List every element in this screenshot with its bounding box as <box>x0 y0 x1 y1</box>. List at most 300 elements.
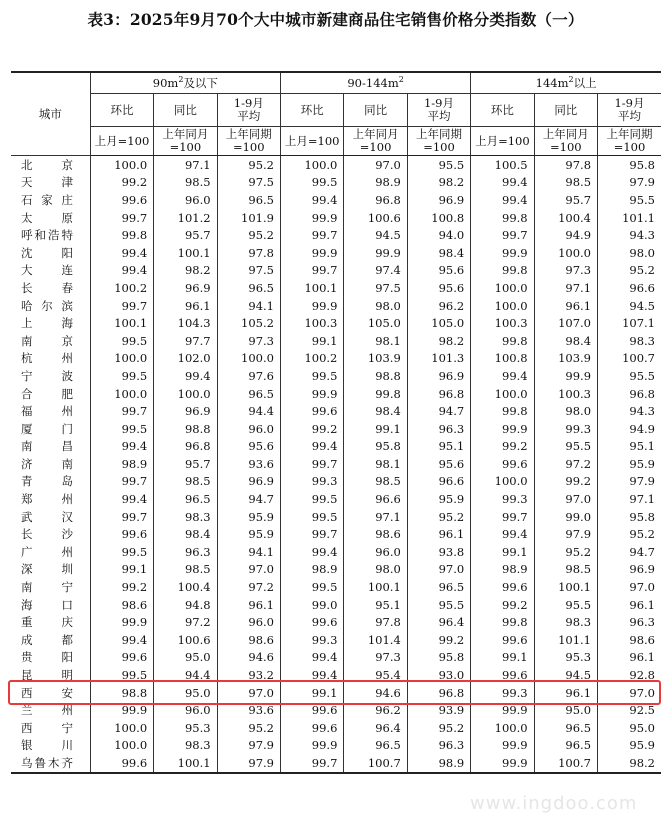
index-value-cell: 97.0 <box>534 490 597 508</box>
index-value-cell: 95.6 <box>407 279 470 297</box>
index-value-cell: 94.1 <box>217 543 280 561</box>
index-value-cell: 93.2 <box>217 666 280 684</box>
index-value-cell: 98.4 <box>407 244 470 262</box>
index-value-cell: 99.5 <box>90 332 153 350</box>
index-value-cell: 98.9 <box>90 455 153 473</box>
price-index-table <box>11 71 661 774</box>
index-value-cell: 97.8 <box>534 156 597 174</box>
index-value-cell: 100.0 <box>154 385 217 403</box>
index-value-cell: 99.5 <box>280 578 343 596</box>
city-char: 宁 <box>61 720 73 735</box>
index-value-cell: 96.5 <box>217 385 280 403</box>
index-value-cell: 97.1 <box>344 508 407 526</box>
city-char: 连 <box>61 263 73 278</box>
index-value-cell: 95.5 <box>534 596 597 614</box>
index-value-cell: 99.1 <box>90 561 153 579</box>
index-value-cell: 97.9 <box>534 525 597 543</box>
index-value-cell: 98.4 <box>344 402 407 420</box>
index-value-cell: 99.3 <box>280 473 343 491</box>
index-value-cell: 97.8 <box>344 613 407 631</box>
city-char: 西 <box>21 720 33 735</box>
index-value-cell: 99.4 <box>90 244 153 262</box>
index-value-cell: 99.4 <box>280 438 343 456</box>
index-value-cell: 94.1 <box>217 297 280 315</box>
index-value-cell: 99.3 <box>471 490 534 508</box>
index-value-cell: 98.9 <box>280 561 343 579</box>
index-value-cell: 98.0 <box>344 561 407 579</box>
index-value-cell: 99.9 <box>471 754 534 773</box>
city-char: 北 <box>21 157 33 172</box>
index-value-cell: 93.6 <box>217 701 280 719</box>
index-value-cell: 98.8 <box>90 684 153 702</box>
group-header-small: $90m^2$及以下 <box>90 72 280 94</box>
index-value-cell: 99.2 <box>280 420 343 438</box>
index-value-cell: 96.8 <box>598 385 661 403</box>
index-value-cell: 99.9 <box>534 367 597 385</box>
index-value-cell: 99.6 <box>90 754 153 773</box>
base-yoy: 上年同月 =100 <box>154 127 217 156</box>
index-value-cell: 98.3 <box>598 332 661 350</box>
index-value-cell: 96.1 <box>534 297 597 315</box>
index-value-cell: 96.0 <box>344 543 407 561</box>
city-name <box>11 209 90 227</box>
index-value-cell: 96.3 <box>598 613 661 631</box>
index-value-cell: 97.0 <box>407 561 470 579</box>
index-value-cell: 97.9 <box>598 473 661 491</box>
index-value-cell: 99.4 <box>90 490 153 508</box>
table-row <box>11 596 661 614</box>
index-value-cell: 99.5 <box>280 174 343 192</box>
index-value-cell: 99.9 <box>280 209 343 227</box>
index-value-cell: 99.9 <box>280 385 343 403</box>
index-value-cell: 95.3 <box>534 649 597 667</box>
index-value-cell: 100.8 <box>471 350 534 368</box>
index-value-cell: 96.8 <box>407 385 470 403</box>
index-value-cell: 99.7 <box>280 754 343 773</box>
city-char: 波 <box>61 368 73 383</box>
table-header <box>11 72 661 156</box>
index-value-cell: 96.4 <box>344 719 407 737</box>
index-value-cell: 99.3 <box>471 684 534 702</box>
index-value-cell: 101.2 <box>154 209 217 227</box>
index-value-cell: 95.3 <box>154 719 217 737</box>
index-value-cell: 105.2 <box>217 314 280 332</box>
city-char: 岛 <box>61 474 73 489</box>
index-value-cell: 96.3 <box>407 737 470 755</box>
group-header-medium: $90-144m^2$ <box>280 72 470 94</box>
subheader-mom: 环比 <box>471 94 534 127</box>
table-row <box>11 473 661 491</box>
index-value-cell: 99.4 <box>90 438 153 456</box>
index-value-cell: 100.6 <box>344 209 407 227</box>
index-value-cell: 96.1 <box>407 525 470 543</box>
city-char: 州 <box>61 492 73 507</box>
index-value-cell: 99.0 <box>534 508 597 526</box>
index-value-cell: 99.4 <box>280 666 343 684</box>
city-name <box>11 473 90 491</box>
index-value-cell: 100.2 <box>280 350 343 368</box>
city-char: 成 <box>21 632 33 647</box>
city-char: 庆 <box>61 615 73 630</box>
index-value-cell: 96.3 <box>154 543 217 561</box>
subheader-ytd: 1-9月 平均 <box>598 94 661 127</box>
index-value-cell: 96.5 <box>534 737 597 755</box>
index-value-cell: 95.1 <box>344 596 407 614</box>
city-column-header: 城市 <box>11 72 90 156</box>
index-value-cell: 100.0 <box>90 385 153 403</box>
index-value-cell: 100.0 <box>217 350 280 368</box>
index-value-cell: 95.9 <box>598 455 661 473</box>
table-row <box>11 578 661 596</box>
index-value-cell: 93.9 <box>407 701 470 719</box>
city-name <box>11 420 90 438</box>
city-char: 深 <box>21 562 33 577</box>
index-value-cell: 100.0 <box>471 719 534 737</box>
index-value-cell: 95.5 <box>598 367 661 385</box>
table-row <box>11 350 661 368</box>
table-row <box>11 525 661 543</box>
city-name <box>11 578 90 596</box>
index-value-cell: 95.8 <box>598 156 661 174</box>
city-char: 津 <box>61 175 73 190</box>
city-name <box>11 754 90 773</box>
index-value-cell: 99.6 <box>280 701 343 719</box>
index-value-cell: 97.9 <box>217 737 280 755</box>
index-value-cell: 95.6 <box>407 455 470 473</box>
table-row <box>11 297 661 315</box>
index-value-cell: 99.4 <box>90 631 153 649</box>
index-value-cell: 95.5 <box>407 596 470 614</box>
city-char: 哈 <box>21 298 33 313</box>
index-value-cell: 99.2 <box>90 174 153 192</box>
index-value-cell: 98.3 <box>534 613 597 631</box>
index-value-cell: 97.0 <box>344 156 407 174</box>
index-value-cell: 99.4 <box>471 367 534 385</box>
city-char: 州 <box>61 544 73 559</box>
index-value-cell: 99.5 <box>280 367 343 385</box>
index-value-cell: 97.9 <box>598 174 661 192</box>
index-value-cell: 97.7 <box>154 332 217 350</box>
city-name <box>11 279 90 297</box>
index-value-cell: 99.2 <box>407 631 470 649</box>
city-char: 昌 <box>61 439 73 454</box>
city-char: 南 <box>21 580 33 595</box>
city-name <box>11 596 90 614</box>
index-value-cell: 95.1 <box>407 438 470 456</box>
index-value-cell: 94.3 <box>598 226 661 244</box>
index-value-cell: 99.4 <box>471 191 534 209</box>
index-value-cell: 96.5 <box>344 737 407 755</box>
index-value-cell: 99.1 <box>280 332 343 350</box>
index-value-cell: 97.1 <box>154 156 217 174</box>
index-value-cell: 98.0 <box>534 402 597 420</box>
index-value-cell: 95.2 <box>217 156 280 174</box>
index-value-cell: 95.2 <box>598 525 661 543</box>
index-value-cell: 95.0 <box>154 684 217 702</box>
city-char: 木 <box>48 755 60 770</box>
index-value-cell: 94.0 <box>407 226 470 244</box>
index-value-cell: 99.2 <box>471 438 534 456</box>
city-char: 合 <box>21 386 33 401</box>
index-value-cell: 99.6 <box>280 719 343 737</box>
city-name <box>11 402 90 420</box>
table-row <box>11 561 661 579</box>
table-row <box>11 174 661 192</box>
index-value-cell: 99.7 <box>471 226 534 244</box>
table-row <box>11 209 661 227</box>
subheader-yoy: 同比 <box>534 94 597 127</box>
index-value-cell: 95.8 <box>344 438 407 456</box>
city-name <box>11 367 90 385</box>
index-value-cell: 96.5 <box>217 191 280 209</box>
table-row <box>11 631 661 649</box>
index-value-cell: 100.1 <box>280 279 343 297</box>
group-header-large: $144m^2$以上 <box>471 72 661 94</box>
index-value-cell: 103.9 <box>534 350 597 368</box>
index-value-cell: 97.5 <box>217 174 280 192</box>
city-name <box>11 737 90 755</box>
index-value-cell: 98.5 <box>344 473 407 491</box>
city-char: 重 <box>21 615 33 630</box>
index-value-cell: 98.9 <box>344 174 407 192</box>
index-value-cell: 99.7 <box>280 455 343 473</box>
city-char: 州 <box>61 703 73 718</box>
city-char: 滨 <box>61 298 73 313</box>
index-value-cell: 96.3 <box>407 420 470 438</box>
index-value-cell: 96.9 <box>598 561 661 579</box>
index-value-cell: 96.9 <box>217 473 280 491</box>
index-value-cell: 95.7 <box>154 455 217 473</box>
index-value-cell: 98.1 <box>344 455 407 473</box>
index-value-cell: 96.1 <box>154 297 217 315</box>
index-value-cell: 95.9 <box>598 737 661 755</box>
index-value-cell: 95.8 <box>407 649 470 667</box>
index-value-cell: 98.2 <box>407 332 470 350</box>
index-value-cell: 96.1 <box>598 596 661 614</box>
index-value-cell: 99.2 <box>90 578 153 596</box>
index-value-cell: 99.4 <box>280 191 343 209</box>
index-value-cell: 95.9 <box>217 508 280 526</box>
table-row <box>11 156 661 174</box>
index-value-cell: 96.0 <box>154 191 217 209</box>
index-value-cell: 98.0 <box>344 297 407 315</box>
index-value-cell: 99.8 <box>90 226 153 244</box>
city-char: 庄 <box>61 192 73 207</box>
index-value-cell: 97.2 <box>217 578 280 596</box>
city-char: 银 <box>21 738 33 753</box>
index-value-cell: 97.8 <box>217 244 280 262</box>
index-value-cell: 101.4 <box>344 631 407 649</box>
index-value-cell: 100.7 <box>598 350 661 368</box>
index-value-cell: 100.1 <box>344 578 407 596</box>
table-title: 表3：2025年9月70个大中城市新建商品住宅销售价格分类指数（一） <box>87 10 584 29</box>
index-value-cell: 97.0 <box>217 684 280 702</box>
index-value-cell: 105.0 <box>407 314 470 332</box>
index-value-cell: 95.0 <box>154 649 217 667</box>
index-value-cell: 95.2 <box>598 262 661 280</box>
table-row <box>11 191 661 209</box>
city-name <box>11 561 90 579</box>
index-value-cell: 98.2 <box>407 174 470 192</box>
base-mom: 上月=100 <box>280 127 343 156</box>
index-value-cell: 94.4 <box>217 402 280 420</box>
index-value-cell: 95.5 <box>598 191 661 209</box>
index-value-cell: 99.6 <box>471 578 534 596</box>
index-value-cell: 100.4 <box>534 209 597 227</box>
index-value-cell: 98.3 <box>154 737 217 755</box>
index-value-cell: 96.1 <box>534 684 597 702</box>
index-value-cell: 99.8 <box>471 402 534 420</box>
index-value-cell: 99.9 <box>344 244 407 262</box>
city-name <box>11 613 90 631</box>
city-char: 杭 <box>21 351 33 366</box>
table-row <box>11 244 661 262</box>
index-value-cell: 95.9 <box>217 525 280 543</box>
index-value-cell: 98.2 <box>154 262 217 280</box>
index-value-cell: 95.1 <box>598 438 661 456</box>
watermark: www.ingdoo.com <box>470 793 638 814</box>
index-value-cell: 99.4 <box>280 543 343 561</box>
table-row <box>11 543 661 561</box>
index-value-cell: 99.3 <box>280 631 343 649</box>
index-value-cell: 107.1 <box>598 314 661 332</box>
base-ytd: 上年同期 =100 <box>598 127 661 156</box>
index-value-cell: 99.1 <box>280 684 343 702</box>
city-char: 宁 <box>21 368 33 383</box>
index-value-cell: 97.4 <box>344 262 407 280</box>
table-row <box>11 613 661 631</box>
city-char: 原 <box>61 210 73 225</box>
index-value-cell: 99.5 <box>90 543 153 561</box>
index-value-cell: 97.5 <box>217 262 280 280</box>
index-value-cell: 100.0 <box>280 156 343 174</box>
index-value-cell: 94.5 <box>598 297 661 315</box>
index-value-cell: 93.8 <box>407 543 470 561</box>
city-char: 浩 <box>48 228 60 243</box>
index-value-cell: 99.4 <box>90 262 153 280</box>
city-name <box>11 543 90 561</box>
index-value-cell: 98.8 <box>154 420 217 438</box>
city-char: 海 <box>21 597 33 612</box>
index-value-cell: 95.8 <box>598 508 661 526</box>
index-value-cell: 94.9 <box>534 226 597 244</box>
index-value-cell: 96.2 <box>344 701 407 719</box>
city-name <box>11 297 90 315</box>
city-char: 南 <box>21 439 33 454</box>
index-value-cell: 99.1 <box>471 649 534 667</box>
index-value-cell: 97.0 <box>598 684 661 702</box>
index-value-cell: 100.5 <box>471 156 534 174</box>
city-char: 和 <box>34 228 46 243</box>
index-value-cell: 99.4 <box>154 367 217 385</box>
index-value-cell: 96.1 <box>598 649 661 667</box>
index-value-cell: 100.0 <box>90 737 153 755</box>
index-value-cell: 96.6 <box>407 473 470 491</box>
index-value-cell: 96.4 <box>407 613 470 631</box>
index-value-cell: 99.6 <box>471 631 534 649</box>
index-value-cell: 99.9 <box>471 737 534 755</box>
index-value-cell: 94.7 <box>217 490 280 508</box>
city-char: 特 <box>61 228 73 243</box>
city-char: 武 <box>21 509 33 524</box>
index-value-cell: 96.6 <box>344 490 407 508</box>
index-value-cell: 100.7 <box>344 754 407 773</box>
index-value-cell: 100.2 <box>90 279 153 297</box>
city-char: 州 <box>61 404 73 419</box>
city-char: 贵 <box>21 650 33 665</box>
index-value-cell: 97.6 <box>217 367 280 385</box>
index-value-cell: 98.5 <box>534 174 597 192</box>
index-value-cell: 99.3 <box>534 420 597 438</box>
index-value-cell: 100.0 <box>90 719 153 737</box>
table-row <box>11 719 661 737</box>
index-value-cell: 99.1 <box>344 420 407 438</box>
index-value-cell: 99.9 <box>471 244 534 262</box>
subheader-yoy: 同比 <box>344 94 407 127</box>
index-value-cell: 96.0 <box>217 613 280 631</box>
city-char: 都 <box>61 632 73 647</box>
index-value-cell: 98.8 <box>344 367 407 385</box>
index-value-cell: 94.4 <box>154 666 217 684</box>
index-value-cell: 100.1 <box>534 578 597 596</box>
index-value-cell: 100.0 <box>471 297 534 315</box>
index-value-cell: 99.6 <box>90 649 153 667</box>
table-row <box>11 737 661 755</box>
city-char: 家 <box>41 192 53 207</box>
index-value-cell: 98.5 <box>534 561 597 579</box>
city-char: 长 <box>21 527 33 542</box>
index-value-cell: 100.3 <box>471 314 534 332</box>
subheader-mom: 环比 <box>280 94 343 127</box>
index-value-cell: 100.0 <box>90 350 153 368</box>
city-name <box>11 438 90 456</box>
index-value-cell: 97.3 <box>344 649 407 667</box>
city-name <box>11 174 90 192</box>
city-char: 郑 <box>21 492 33 507</box>
index-value-cell: 99.5 <box>90 666 153 684</box>
index-value-cell: 96.5 <box>217 279 280 297</box>
index-value-cell: 94.5 <box>534 666 597 684</box>
city-name <box>11 350 90 368</box>
city-char: 口 <box>61 597 73 612</box>
index-value-cell: 95.6 <box>407 262 470 280</box>
index-value-cell: 100.1 <box>154 754 217 773</box>
city-char: 西 <box>21 685 33 700</box>
index-value-cell: 99.6 <box>90 525 153 543</box>
city-char: 鲁 <box>34 755 46 770</box>
city-char: 南 <box>61 456 73 471</box>
index-value-cell: 96.0 <box>217 420 280 438</box>
index-value-cell: 96.8 <box>154 438 217 456</box>
city-char: 州 <box>61 351 73 366</box>
index-value-cell: 100.1 <box>90 314 153 332</box>
index-value-cell: 96.6 <box>598 279 661 297</box>
index-value-cell: 94.9 <box>598 420 661 438</box>
index-value-cell: 98.2 <box>598 754 661 773</box>
city-char: 齐 <box>61 755 73 770</box>
index-value-cell: 98.9 <box>407 754 470 773</box>
index-value-cell: 96.9 <box>154 279 217 297</box>
base-mom: 上月=100 <box>471 127 534 156</box>
index-value-cell: 98.6 <box>344 525 407 543</box>
index-value-cell: 99.9 <box>280 297 343 315</box>
index-value-cell: 95.0 <box>534 701 597 719</box>
index-value-cell: 100.1 <box>154 244 217 262</box>
table-row <box>11 402 661 420</box>
index-value-cell: 99.6 <box>280 402 343 420</box>
index-value-cell: 97.5 <box>344 279 407 297</box>
city-name <box>11 385 90 403</box>
